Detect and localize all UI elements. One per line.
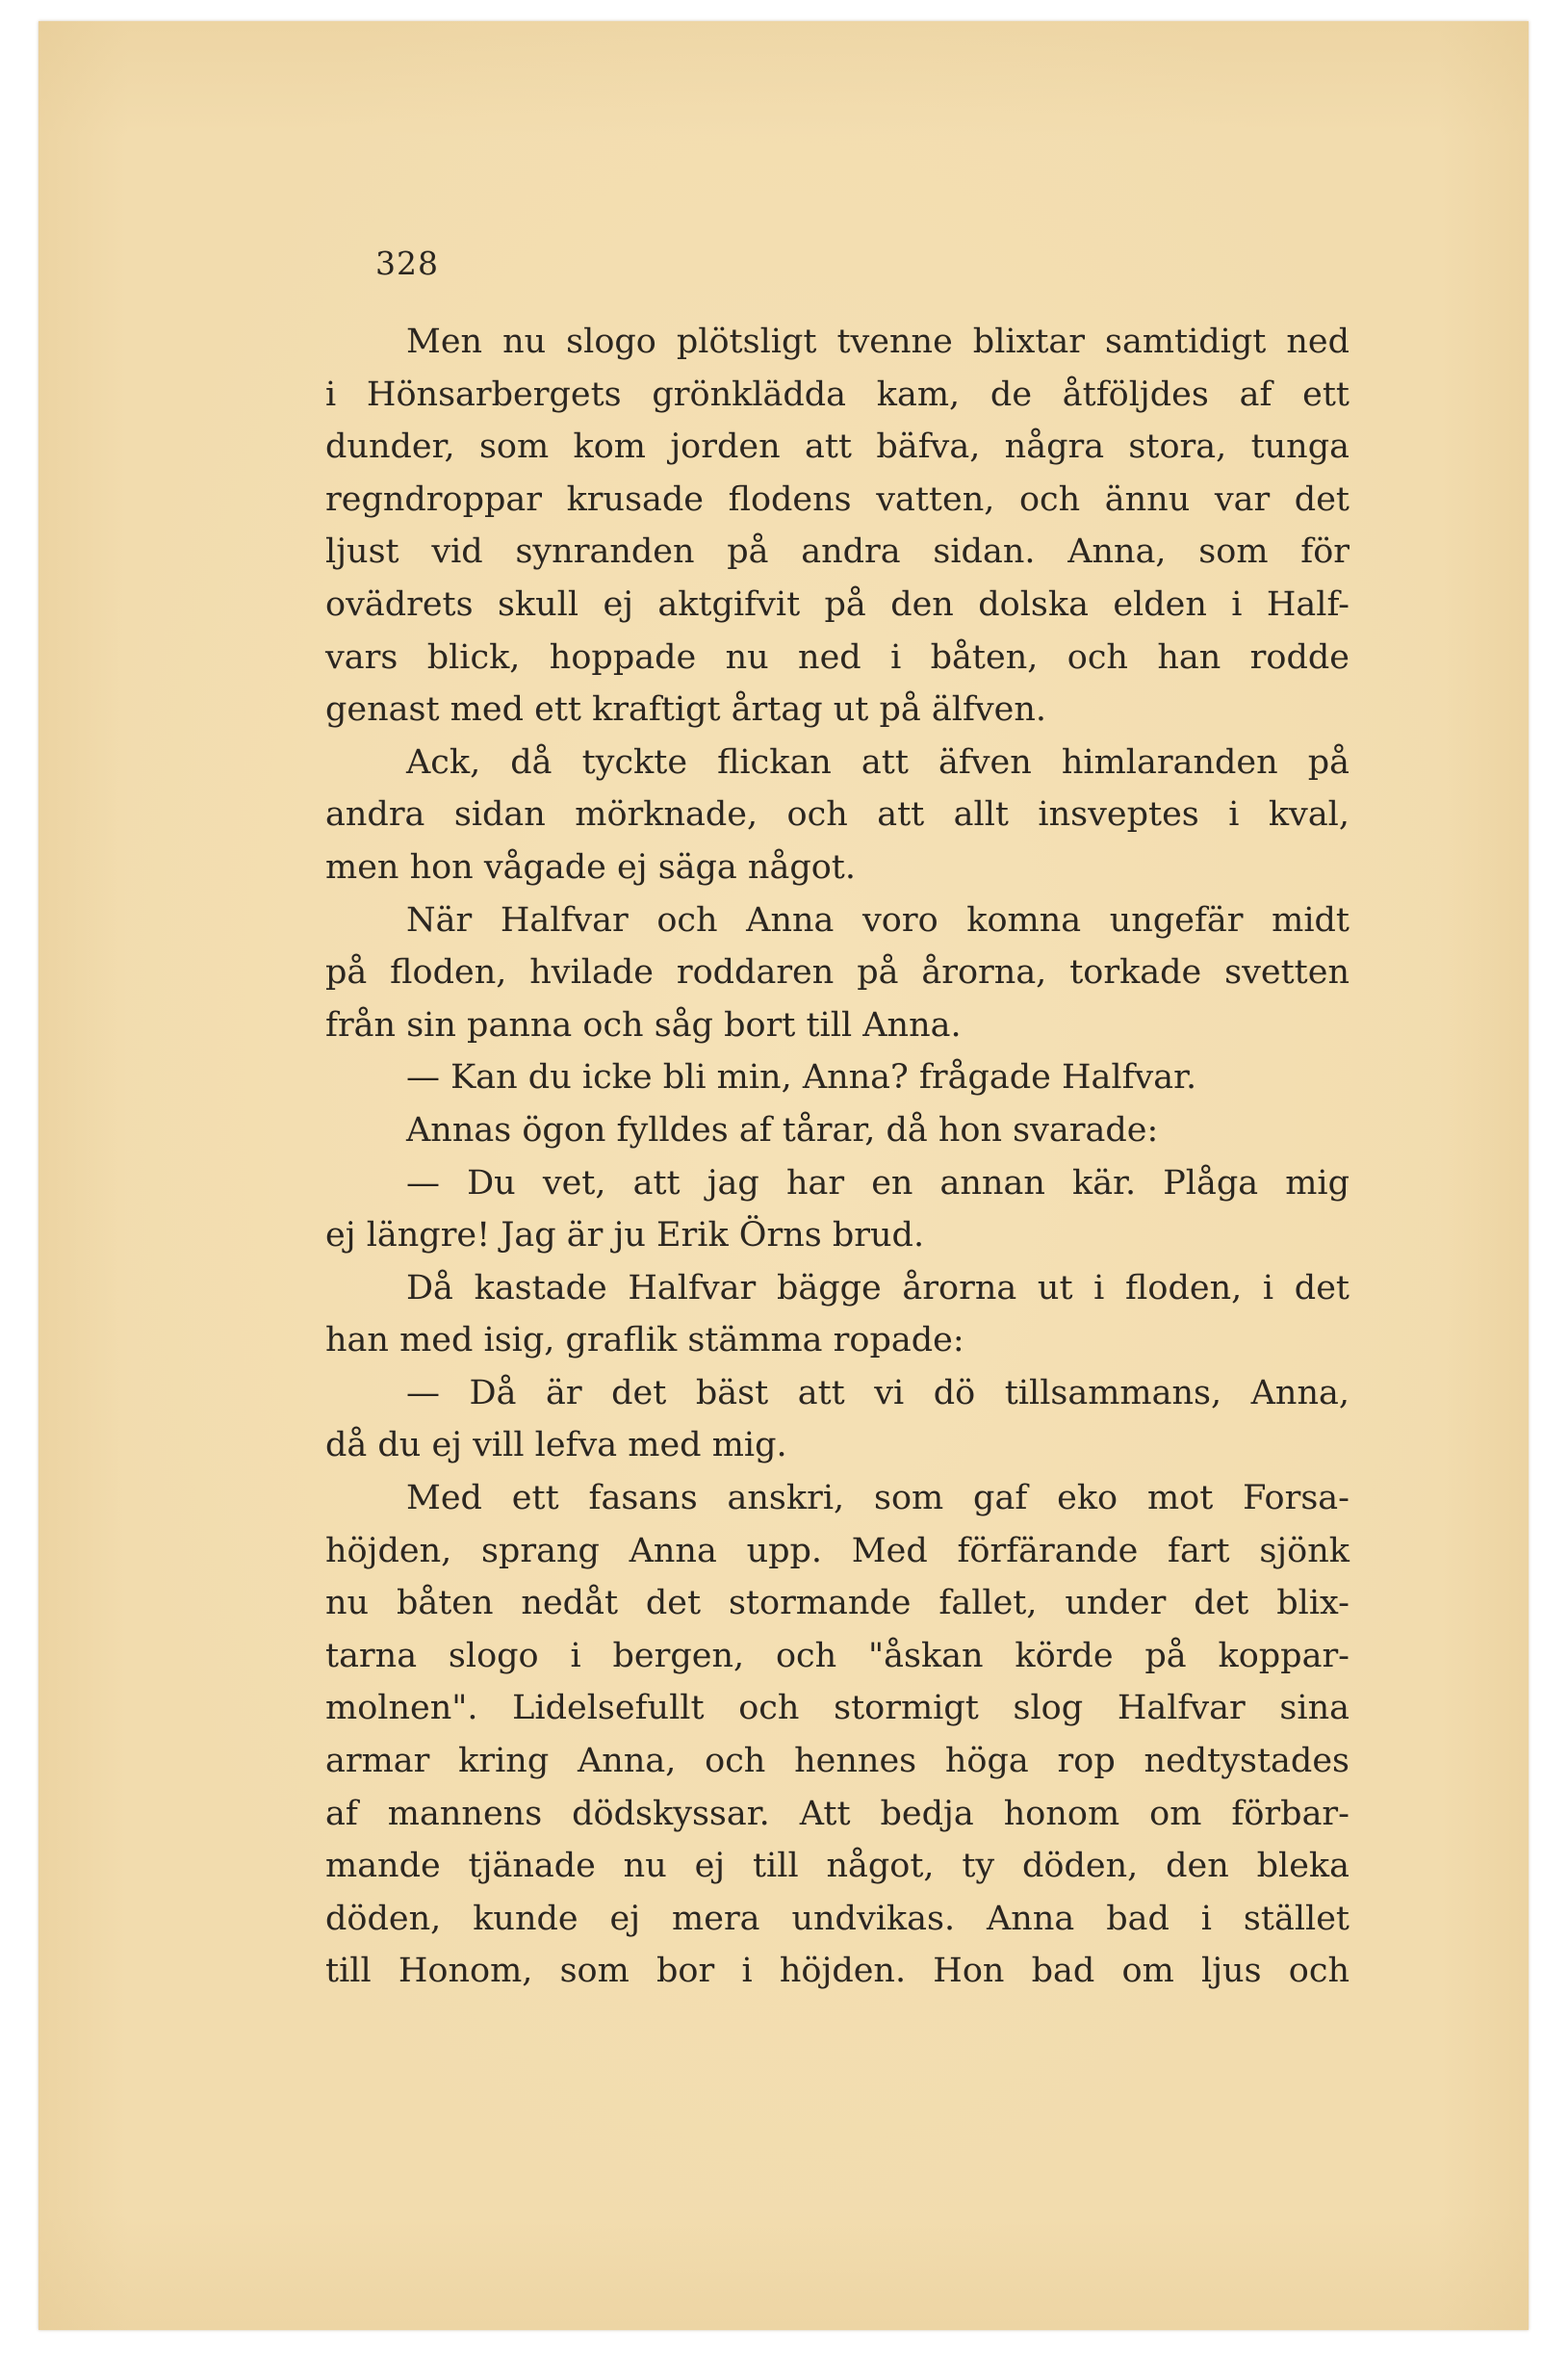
text-line: i Hönsarbergets grönklädda kam, de åtföljdes af ett: [325, 375, 1350, 414]
text-line: ljust vid synranden på andra sidan. Anna, som för: [325, 532, 1350, 572]
text-line: höjden, sprang Anna upp. Med förfärande fart sjönk: [325, 1531, 1350, 1570]
body-text: [325, 316, 1350, 1998]
text-line: Men nu slogo plötsligt tvenne blixtar samtidigt ned: [406, 323, 1350, 361]
book-page: [39, 21, 1529, 2330]
text-line: genast med ett kraftigt årtag ut på älfven.: [325, 690, 1047, 730]
text-line: Ack, då tyckte flickan att äfven himlaranden på: [406, 742, 1350, 782]
text-line: dunder, som kom jorden att bäfva, några stora, tunga: [325, 427, 1350, 467]
text-line: — Du vet, att jag har en annan kär. Plåga mig: [406, 1163, 1350, 1203]
text-line: han med isig, graflik stämma ropade:: [325, 1321, 964, 1360]
text-line: ej längre! Jag är ju Erik Örns brud.: [325, 1216, 925, 1256]
text-line: armar kring Anna, och hennes höga rop nedtystades: [325, 1742, 1350, 1781]
text-line: ovädrets skull ej aktgifvit på den dolska elden i Half-: [325, 584, 1350, 624]
text-line: men hon vågade ej säga något.: [325, 847, 856, 887]
text-line: Med ett fasans anskri, som gaf eko mot Forsa-: [406, 1479, 1350, 1518]
text-line: af mannens dödskyssar. Att bedja honom om förbar-: [325, 1794, 1350, 1833]
text-line: — Då är det bäst att vi dö tillsammans, Anna,: [406, 1373, 1350, 1412]
text-line: tarna slogo i bergen, och "åskan körde på koppar-: [325, 1636, 1350, 1675]
text-line: andra sidan mörknade, och att allt insveptes i kval,: [325, 795, 1350, 835]
text-line: på floden, hvilade roddaren på årorna, torkade svetten: [325, 953, 1350, 993]
text-line: döden, kunde ej mera undvikas. Anna bad i stället: [325, 1899, 1350, 1938]
text-line: vars blick, hoppade nu ned i båten, och han rodde: [325, 637, 1350, 677]
text-line: regndroppar krusade flodens vatten, och ännu var det: [325, 479, 1350, 519]
text-line: då du ej vill lefva med mig.: [325, 1426, 787, 1465]
text-line: till Honom, som bor i höjden. Hon bad om ljus och: [325, 1952, 1350, 1991]
page-number: 328: [375, 245, 439, 282]
text-line: — Kan du icke bli min, Anna? frågade Halfvar.: [406, 1058, 1197, 1098]
text-line: nu båten nedåt det stormande fallet, under det blix-: [325, 1584, 1350, 1623]
text-line: Då kastade Halfvar bägge årorna ut i floden, i det: [406, 1268, 1350, 1307]
text-line: från sin panna och såg bort till Anna.: [325, 1005, 962, 1045]
text-line: När Halfvar och Anna voro komna ungefär midt: [406, 900, 1350, 940]
text-line: mande tjänade nu ej till något, ty döden, den bleka: [325, 1847, 1350, 1886]
text-line: molnen". Lidelsefullt och stormigt slog Halfvar sina: [325, 1689, 1350, 1728]
text-line: Annas ögon fylldes af tårar, då hon svarade:: [406, 1110, 1159, 1150]
